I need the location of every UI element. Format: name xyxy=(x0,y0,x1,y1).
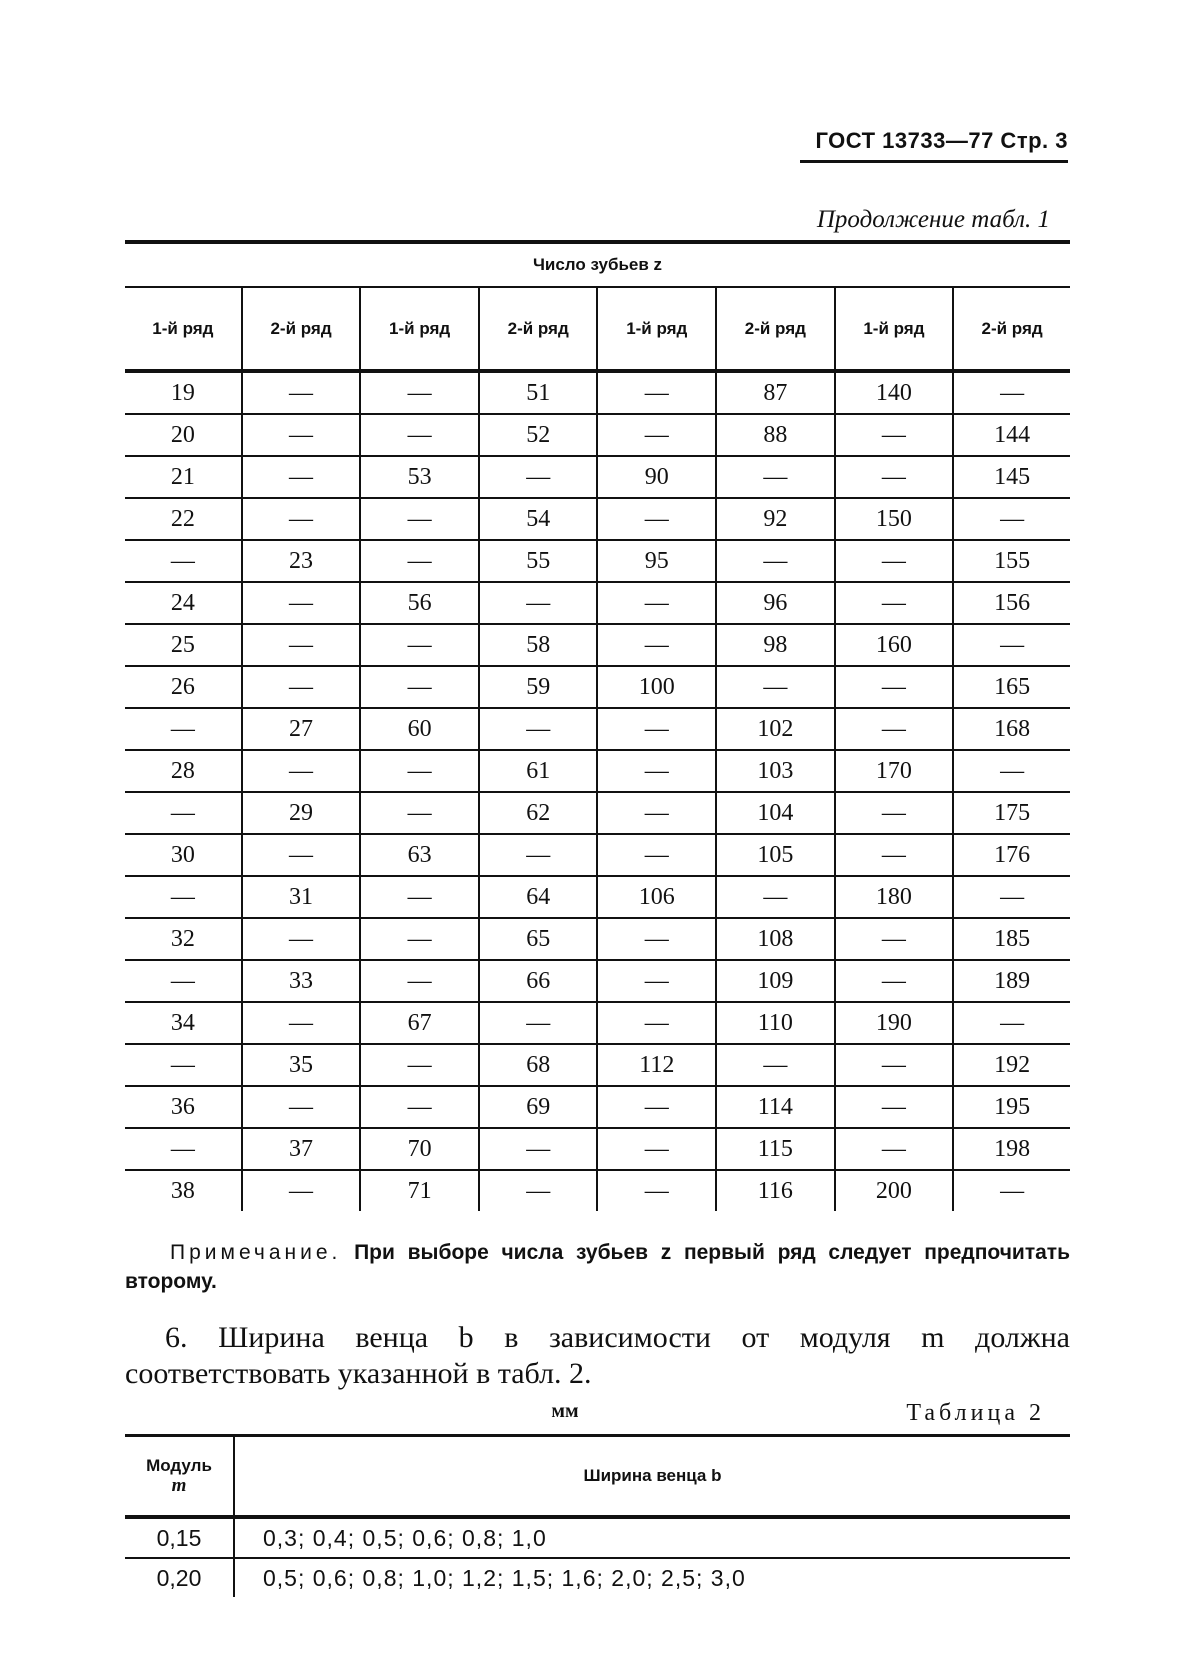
table-cell: 54 xyxy=(479,498,598,540)
table-cell: — xyxy=(716,1044,835,1086)
table-row xyxy=(125,792,1070,834)
table-cell: — xyxy=(242,834,361,876)
table-cell: 25 xyxy=(125,624,242,666)
table-cell: 102 xyxy=(716,708,835,750)
table-cell: 92 xyxy=(716,498,835,540)
table-cell: — xyxy=(360,792,479,834)
table-row xyxy=(125,708,1070,750)
table-cell: — xyxy=(835,582,954,624)
table-cell: — xyxy=(835,834,954,876)
table-cell: — xyxy=(242,750,361,792)
table-cell: — xyxy=(597,624,716,666)
table-cell: 20 xyxy=(125,414,242,456)
table-cell: 100 xyxy=(597,666,716,708)
table-cell: 195 xyxy=(953,1086,1070,1128)
width-column-header: Ширина венца b xyxy=(234,1436,1070,1518)
table-cell: 168 xyxy=(953,708,1070,750)
table-cell: 35 xyxy=(242,1044,361,1086)
table-cell: — xyxy=(479,834,598,876)
table-cell: 26 xyxy=(125,666,242,708)
table-row xyxy=(125,876,1070,918)
table-cell: — xyxy=(125,708,242,750)
table-cell: — xyxy=(360,498,479,540)
table-cell: — xyxy=(125,540,242,582)
table-cell: — xyxy=(360,414,479,456)
table-cell: 140 xyxy=(835,371,954,414)
module-cell: 0,20 xyxy=(156,1564,202,1591)
table-cell: — xyxy=(360,1086,479,1128)
table-cell: — xyxy=(597,371,716,414)
table-cell: — xyxy=(597,1002,716,1044)
table-cell: — xyxy=(597,918,716,960)
table-cell: — xyxy=(360,960,479,1002)
table-cell: 33 xyxy=(242,960,361,1002)
table-cell: 34 xyxy=(125,1002,242,1044)
table-cell: 30 xyxy=(125,834,242,876)
table-cell: — xyxy=(597,1170,716,1211)
table-cell: — xyxy=(597,498,716,540)
table-cell: 95 xyxy=(597,540,716,582)
widths-cell: 0,3; 0,4; 0,5; 0,6; 0,8; 1,0 xyxy=(234,1517,1070,1558)
table-row xyxy=(125,1170,1070,1211)
table-cell: — xyxy=(835,792,954,834)
table-cell: — xyxy=(716,666,835,708)
table-cell: 170 xyxy=(835,750,954,792)
table-row xyxy=(125,1128,1070,1170)
table-cell: — xyxy=(597,414,716,456)
table-row xyxy=(125,371,1070,414)
table-row xyxy=(125,960,1070,1002)
table-cell: — xyxy=(242,371,361,414)
table-row xyxy=(125,498,1070,540)
table-row xyxy=(125,666,1070,708)
table-cell: — xyxy=(360,918,479,960)
table-cell: 189 xyxy=(953,960,1070,1002)
table-row xyxy=(125,918,1070,960)
table-cell: 67 xyxy=(360,1002,479,1044)
table-cell: 98 xyxy=(716,624,835,666)
note-text: При выборе числа зубьев z первый ряд следует предпочитать второму. xyxy=(125,1241,1070,1293)
table-cell: — xyxy=(835,1128,954,1170)
table-cell: 32 xyxy=(125,918,242,960)
table-cell: — xyxy=(953,750,1070,792)
table-cell: 53 xyxy=(360,456,479,498)
table-cell: 55 xyxy=(479,540,598,582)
table-cell: — xyxy=(242,414,361,456)
table-cell: 58 xyxy=(479,624,598,666)
module-header-label: Модуль xyxy=(146,1456,212,1475)
table-cell: 104 xyxy=(716,792,835,834)
table-cell: — xyxy=(835,414,954,456)
note-label: Примечание. xyxy=(170,1241,342,1264)
table-cell: — xyxy=(597,960,716,1002)
table-cell: — xyxy=(360,371,479,414)
table-cell: 106 xyxy=(597,876,716,918)
table-cell: — xyxy=(360,876,479,918)
table-cell: — xyxy=(242,1170,361,1211)
table-cell: 115 xyxy=(716,1128,835,1170)
table-cell: — xyxy=(953,371,1070,414)
table-cell: 37 xyxy=(242,1128,361,1170)
table-cell: 144 xyxy=(953,414,1070,456)
table-cell: 29 xyxy=(242,792,361,834)
table-cell: 200 xyxy=(835,1170,954,1211)
column-header: 1-й ряд xyxy=(597,287,716,371)
table-cell: — xyxy=(360,624,479,666)
table-cell: — xyxy=(835,666,954,708)
table-cell: — xyxy=(125,792,242,834)
table-cell: — xyxy=(242,918,361,960)
table-cell: — xyxy=(597,792,716,834)
table-cell: — xyxy=(716,876,835,918)
widths-cell: 0,5; 0,6; 0,8; 1,0; 1,2; 1,5; 1,6; 2,0; 2,5; 3,0 xyxy=(234,1558,1070,1597)
table-row xyxy=(125,540,1070,582)
table-cell: 185 xyxy=(953,918,1070,960)
table-cell: 51 xyxy=(479,371,598,414)
table-row xyxy=(125,456,1070,498)
table-cell: — xyxy=(360,1044,479,1086)
table-cell: 69 xyxy=(479,1086,598,1128)
table-cell: 36 xyxy=(125,1086,242,1128)
table-cell: 198 xyxy=(953,1128,1070,1170)
module-cell: 0,15 xyxy=(125,1517,234,1558)
table-cell: 68 xyxy=(479,1044,598,1086)
table-cell: — xyxy=(242,456,361,498)
table-cell: 71 xyxy=(360,1170,479,1211)
table-cell: — xyxy=(835,1044,954,1086)
table-cell: 116 xyxy=(716,1170,835,1211)
table-cell: 70 xyxy=(360,1128,479,1170)
table-row xyxy=(125,750,1070,792)
table-row xyxy=(125,624,1070,666)
table-cell: 56 xyxy=(360,582,479,624)
table-cell: — xyxy=(242,624,361,666)
table-row xyxy=(125,1002,1070,1044)
table-cell: — xyxy=(125,1128,242,1170)
table-cell: 176 xyxy=(953,834,1070,876)
table-continuation-caption: Продолжение табл. 1 xyxy=(816,206,1050,233)
table-cell: — xyxy=(953,1170,1070,1211)
column-header: 2-й ряд xyxy=(479,287,598,371)
table-cell: — xyxy=(479,708,598,750)
table-cell: — xyxy=(597,582,716,624)
table-cell: — xyxy=(835,540,954,582)
table-row xyxy=(125,414,1070,456)
table-cell: — xyxy=(835,1086,954,1128)
column-header: 2-й ряд xyxy=(953,287,1070,371)
column-header-row xyxy=(125,287,1070,371)
table-cell: — xyxy=(835,708,954,750)
table-cell: — xyxy=(360,750,479,792)
table-cell: — xyxy=(597,1086,716,1128)
column-header: 2-й ряд xyxy=(242,287,361,371)
table-cell: — xyxy=(479,1170,598,1211)
table-cell: 63 xyxy=(360,834,479,876)
column-header: 2-й ряд xyxy=(716,287,835,371)
table-cell: 87 xyxy=(716,371,835,414)
table-cell: — xyxy=(597,834,716,876)
table-cell: — xyxy=(242,666,361,708)
table-cell: 22 xyxy=(125,498,242,540)
table-cell: — xyxy=(479,582,598,624)
table-cell: 145 xyxy=(953,456,1070,498)
table-row xyxy=(125,1086,1070,1128)
table-cell: — xyxy=(242,582,361,624)
table-cell: — xyxy=(125,1044,242,1086)
table-cell: — xyxy=(953,1002,1070,1044)
table-cell: — xyxy=(242,1086,361,1128)
table2-row xyxy=(125,1517,1070,1558)
table-cell: 21 xyxy=(125,456,242,498)
table-cell: 27 xyxy=(242,708,361,750)
table-cell: — xyxy=(716,456,835,498)
table-cell: — xyxy=(953,498,1070,540)
column-header: 1-й ряд xyxy=(835,287,954,371)
table-cell: — xyxy=(479,1002,598,1044)
table-row xyxy=(125,1044,1070,1086)
table-cell: — xyxy=(597,1128,716,1170)
table-cell: 52 xyxy=(479,414,598,456)
table-cell: 192 xyxy=(953,1044,1070,1086)
table-cell: 38 xyxy=(170,1178,195,1204)
table-cell: 88 xyxy=(716,414,835,456)
table-cell: 112 xyxy=(597,1044,716,1086)
table-row xyxy=(125,582,1070,624)
table2-row xyxy=(125,1558,1070,1597)
table-cell: 28 xyxy=(125,750,242,792)
table-cell: — xyxy=(953,624,1070,666)
table-cell: 96 xyxy=(716,582,835,624)
table-cell: 61 xyxy=(479,750,598,792)
table-body xyxy=(125,371,1070,1211)
table-cell: 180 xyxy=(835,876,954,918)
page-header: ГОСТ 13733—77 Стр. 3 xyxy=(800,128,1068,163)
table-cell: 90 xyxy=(597,456,716,498)
module-column-header xyxy=(125,1436,234,1518)
table-cell: 108 xyxy=(716,918,835,960)
table-cell: 165 xyxy=(953,666,1070,708)
table-cell: — xyxy=(479,456,598,498)
table-cell: — xyxy=(835,960,954,1002)
column-header: 1-й ряд xyxy=(360,287,479,371)
table-cell: — xyxy=(360,540,479,582)
table-cell: 66 xyxy=(479,960,598,1002)
table-cell: 19 xyxy=(125,371,242,414)
module-header-symbol: m xyxy=(171,1475,187,1496)
table-cell: 23 xyxy=(242,540,361,582)
table-cell: — xyxy=(597,750,716,792)
table-cell: 103 xyxy=(716,750,835,792)
paragraph-6: 6. Ширина венца b в зависимости от модуля m должна соответствовать указанной в табл. 2. xyxy=(125,1321,1070,1390)
table-cell: 65 xyxy=(479,918,598,960)
table-cell: 62 xyxy=(479,792,598,834)
rim-width-table xyxy=(125,1434,1070,1597)
table-row xyxy=(125,834,1070,876)
table-cell: 155 xyxy=(953,540,1070,582)
table-cell: — xyxy=(125,876,242,918)
table-group-header: Число зубьев z xyxy=(125,242,1070,287)
table-cell: 156 xyxy=(953,582,1070,624)
table-cell: 31 xyxy=(242,876,361,918)
table-cell: — xyxy=(716,540,835,582)
column-header: 1-й ряд xyxy=(125,287,242,371)
table-cell: 150 xyxy=(835,498,954,540)
table-cell: 60 xyxy=(360,708,479,750)
table-cell: — xyxy=(479,1128,598,1170)
table-cell: 105 xyxy=(716,834,835,876)
table-cell: — xyxy=(953,876,1070,918)
table-note xyxy=(125,1238,1070,1296)
table-cell: — xyxy=(242,1002,361,1044)
table-cell: 190 xyxy=(835,1002,954,1044)
table-cell: 114 xyxy=(716,1086,835,1128)
table2-header-row xyxy=(125,1436,1070,1518)
table-cell: — xyxy=(125,960,242,1002)
table-cell: — xyxy=(835,456,954,498)
table-cell: — xyxy=(242,498,361,540)
table-cell: 64 xyxy=(479,876,598,918)
table-cell: 110 xyxy=(716,1002,835,1044)
table-cell: 160 xyxy=(835,624,954,666)
table2-unit: мм xyxy=(551,1400,579,1422)
table-cell: — xyxy=(360,666,479,708)
table-cell: 59 xyxy=(479,666,598,708)
table2-title: Таблица 2 xyxy=(906,1400,1045,1426)
table-cell: 175 xyxy=(953,792,1070,834)
table-cell: — xyxy=(597,708,716,750)
table-cell: 24 xyxy=(125,582,242,624)
table-cell: — xyxy=(835,918,954,960)
table-cell: 109 xyxy=(716,960,835,1002)
teeth-count-table xyxy=(125,240,1070,1211)
